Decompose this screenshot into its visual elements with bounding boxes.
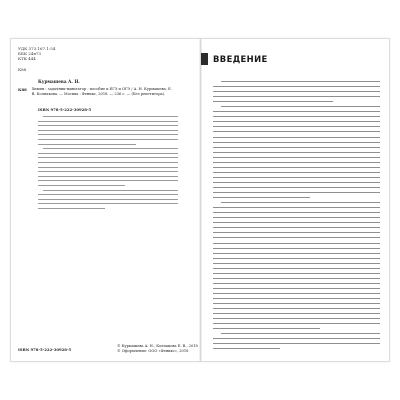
text-line bbox=[213, 308, 380, 309]
text-line bbox=[213, 243, 380, 244]
text-line bbox=[213, 86, 380, 87]
text-line bbox=[213, 167, 380, 168]
text-line bbox=[213, 338, 380, 339]
text-line bbox=[213, 348, 280, 349]
catalog-description: Химия : задачник-навигатор : пособие к ЕГЭ и ОГЭ / А. Н. Курмашева, Е. В. Колпакова. — Москва : Феникс, 2018. — 236 с. — (Без репетитора). bbox=[31, 87, 172, 96]
text-line bbox=[213, 101, 333, 102]
ktk-code: КТК 444 bbox=[18, 56, 36, 62]
text-line bbox=[213, 91, 380, 92]
isbn-catalog: ISBN 978-5-222-30928-5 bbox=[38, 107, 92, 112]
text-line bbox=[213, 157, 380, 158]
classification-codes bbox=[18, 46, 55, 72]
text-line bbox=[38, 139, 178, 140]
text-line bbox=[38, 208, 105, 209]
annotation-text bbox=[38, 116, 178, 212]
text-line bbox=[213, 273, 380, 274]
text-line bbox=[38, 203, 178, 204]
text-line bbox=[213, 212, 380, 213]
text-line bbox=[221, 333, 380, 334]
text-line bbox=[213, 318, 380, 319]
text-line bbox=[213, 298, 380, 299]
text-line bbox=[43, 190, 178, 191]
text-line bbox=[213, 192, 380, 193]
introduction-text bbox=[213, 81, 380, 354]
section-heading: ВВЕДЕНИЕ bbox=[213, 54, 268, 64]
text-line bbox=[38, 199, 178, 200]
text-line bbox=[38, 153, 178, 154]
catalog-author: Курмашева А. Н. bbox=[38, 79, 80, 84]
text-line bbox=[38, 194, 178, 195]
text-line bbox=[213, 142, 380, 143]
text-line bbox=[213, 227, 380, 228]
text-line bbox=[38, 125, 178, 126]
text-line bbox=[213, 323, 380, 324]
udk-code: УДК 373.167.1:54 bbox=[18, 46, 56, 51]
text-line bbox=[38, 167, 178, 168]
text-line bbox=[213, 172, 380, 173]
text-line bbox=[213, 293, 380, 294]
text-line bbox=[38, 121, 178, 122]
text-line bbox=[213, 258, 380, 259]
text-line bbox=[213, 328, 320, 329]
text-line bbox=[213, 303, 380, 304]
text-line bbox=[213, 263, 380, 264]
text-line bbox=[213, 96, 380, 97]
text-line bbox=[213, 126, 380, 127]
text-line bbox=[38, 144, 136, 145]
text-line bbox=[213, 162, 380, 163]
text-line bbox=[221, 106, 380, 107]
bbk-code: ББК 24я73 bbox=[18, 51, 41, 57]
text-line bbox=[213, 217, 380, 218]
text-line bbox=[38, 171, 178, 172]
heading-marker bbox=[201, 53, 208, 65]
introduction-page bbox=[201, 39, 390, 361]
text-line bbox=[213, 283, 380, 284]
text-line bbox=[213, 197, 310, 198]
catalog-code: К88 bbox=[18, 87, 27, 92]
text-line bbox=[213, 152, 380, 153]
book-spread bbox=[10, 38, 390, 362]
text-line bbox=[213, 207, 380, 208]
text-line bbox=[38, 180, 178, 181]
text-line bbox=[213, 232, 380, 233]
text-line bbox=[38, 176, 178, 177]
text-line bbox=[221, 81, 380, 82]
text-line bbox=[213, 147, 380, 148]
text-line bbox=[213, 248, 380, 249]
text-line bbox=[38, 134, 178, 135]
text-line bbox=[213, 253, 380, 254]
text-line bbox=[213, 237, 380, 238]
text-line bbox=[213, 222, 380, 223]
copyright-publisher: © Оформление: ООО «Феникс», 2018 bbox=[117, 349, 189, 353]
author-mark: К88 bbox=[18, 66, 27, 72]
text-line bbox=[38, 185, 125, 186]
text-line bbox=[38, 157, 178, 158]
catalog-entry bbox=[18, 87, 176, 96]
text-line bbox=[213, 137, 380, 138]
text-line bbox=[213, 278, 380, 279]
text-line bbox=[43, 148, 178, 149]
text-line bbox=[213, 111, 380, 112]
imprint-page bbox=[11, 39, 200, 361]
text-line bbox=[213, 177, 380, 178]
text-line bbox=[213, 343, 380, 344]
text-line bbox=[43, 116, 178, 117]
text-line bbox=[213, 313, 380, 314]
text-line bbox=[213, 187, 380, 188]
text-line bbox=[213, 268, 380, 269]
text-line bbox=[38, 130, 178, 131]
text-line bbox=[38, 162, 178, 163]
text-line bbox=[213, 131, 380, 132]
text-line bbox=[213, 116, 380, 117]
isbn-footer: ISBN 978-5-222-30928-5 bbox=[18, 347, 72, 352]
copyright-block bbox=[117, 344, 198, 354]
copyright-authors: © Курмашева А. Н., Колпакова Е. В., 2018 bbox=[117, 344, 198, 348]
text-line bbox=[221, 202, 380, 203]
text-line bbox=[213, 288, 380, 289]
text-line bbox=[213, 182, 380, 183]
text-line bbox=[213, 121, 380, 122]
